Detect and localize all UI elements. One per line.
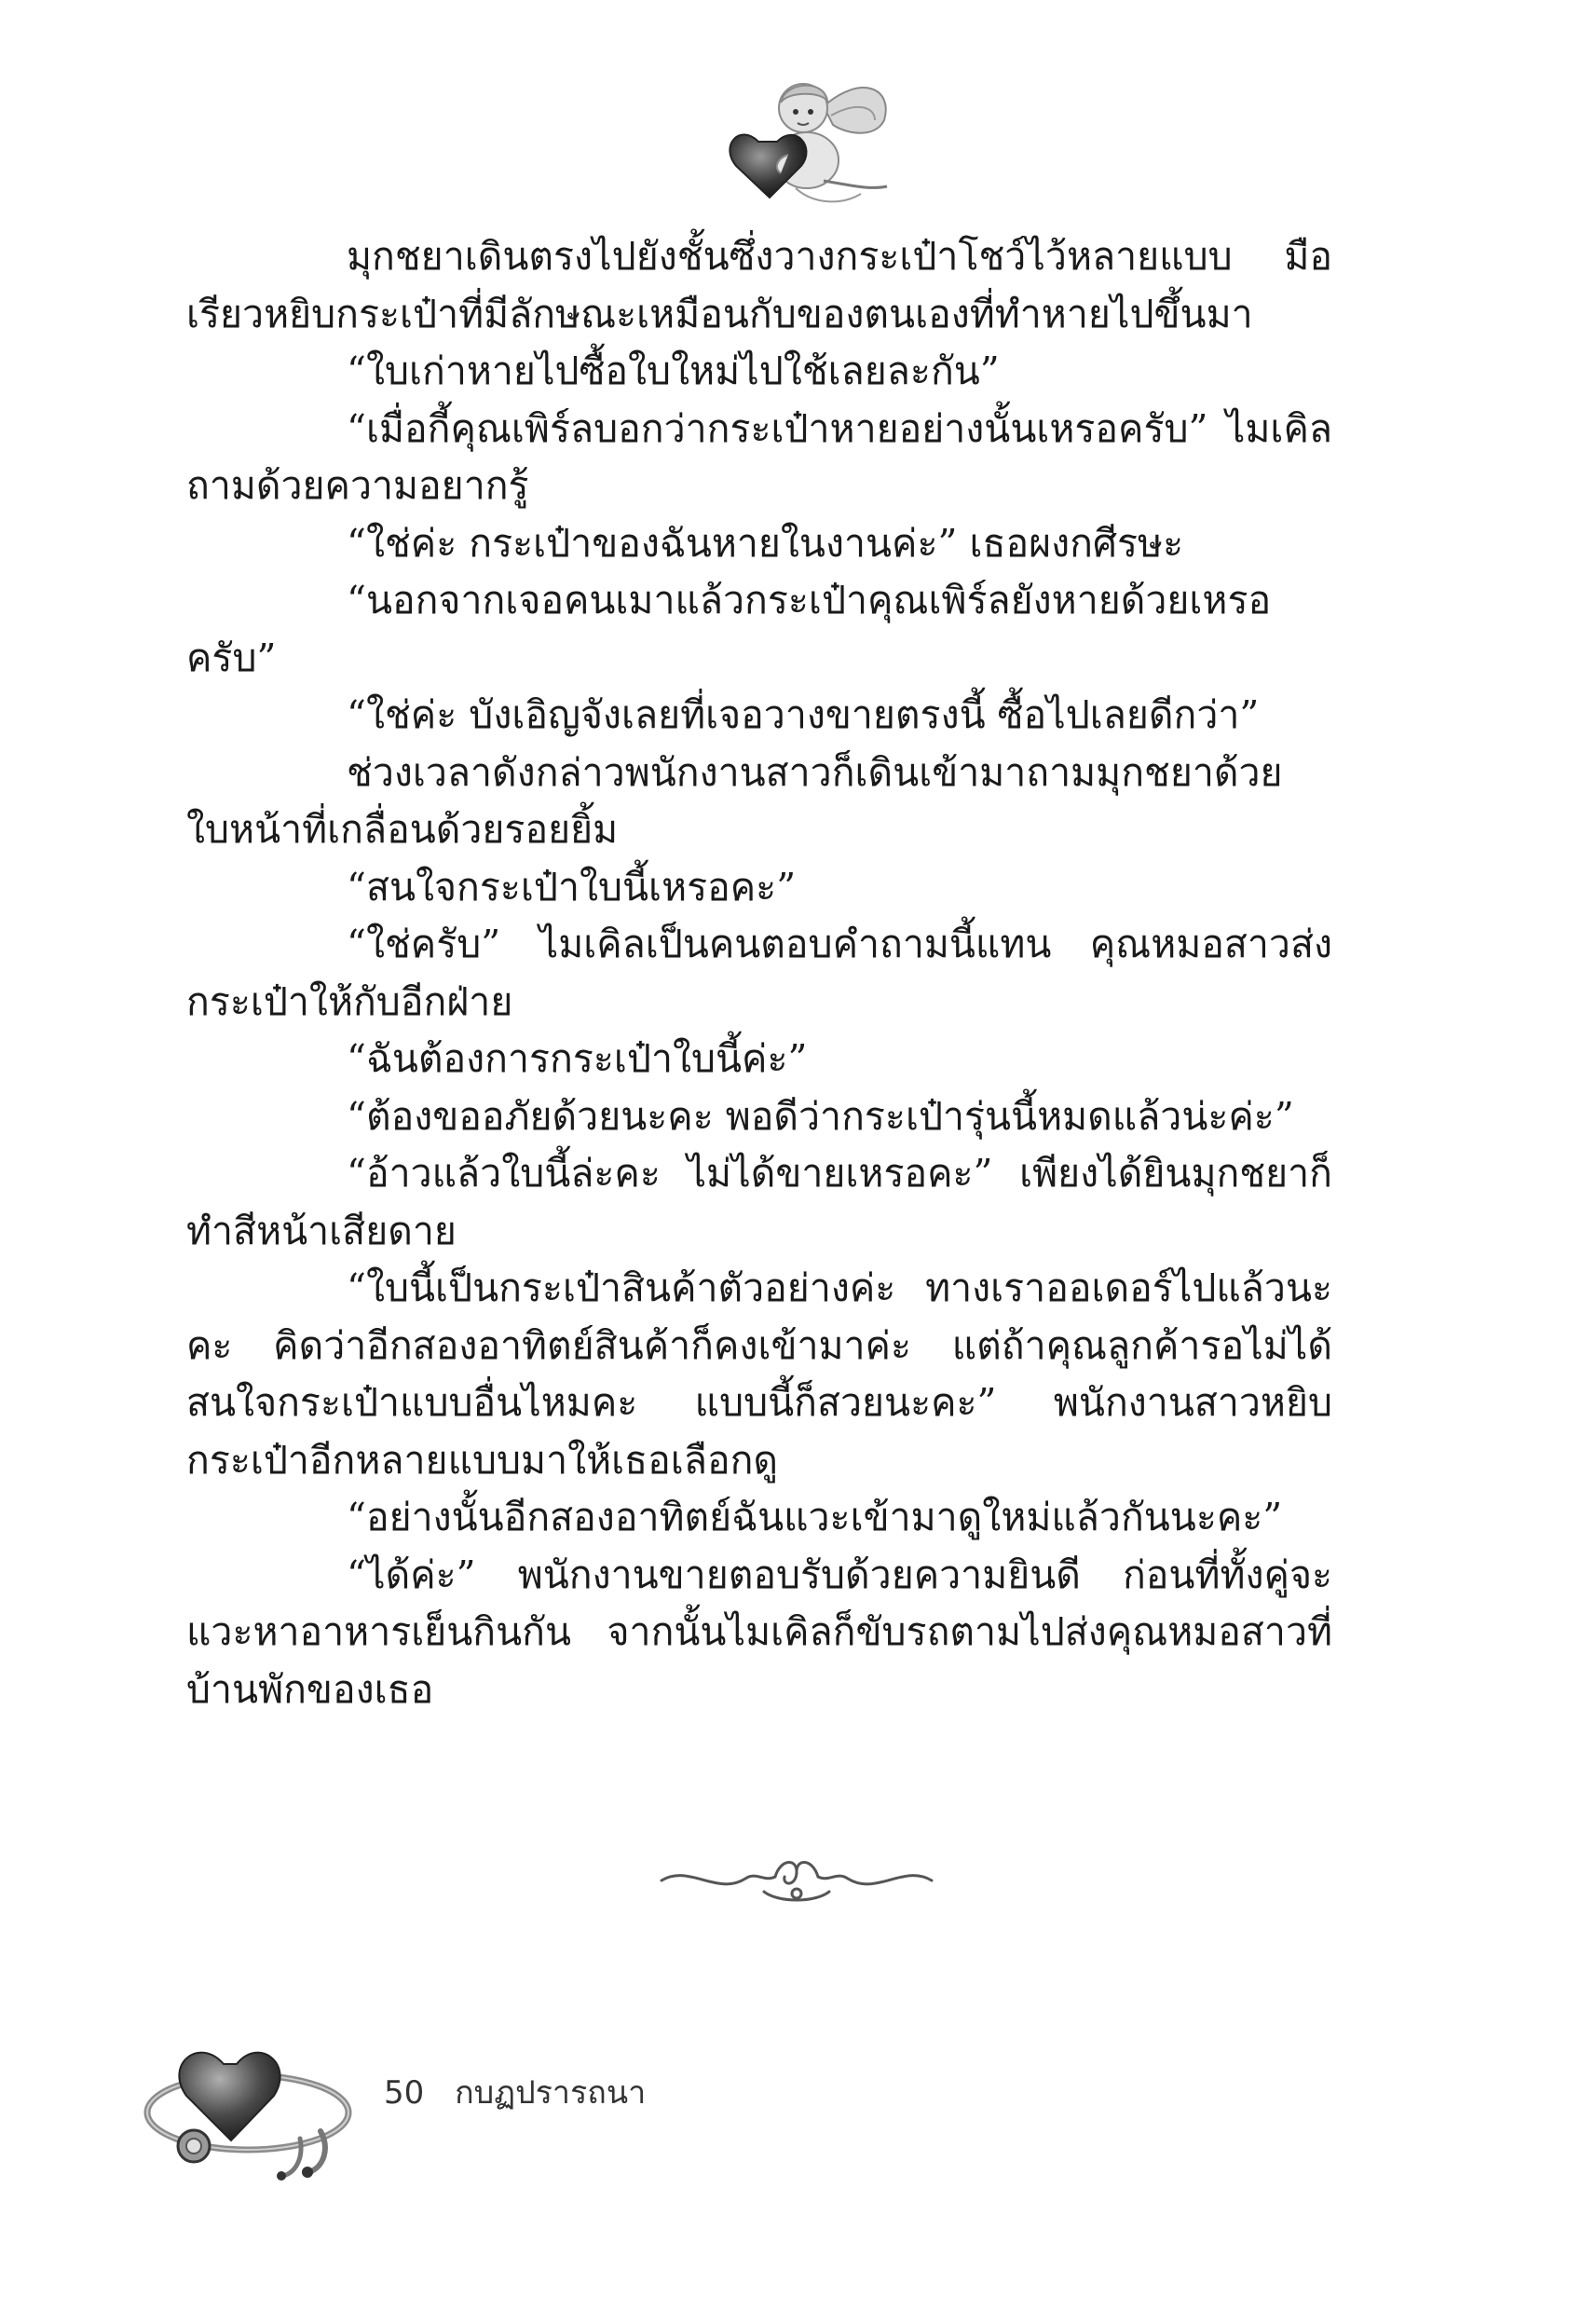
paragraph: “ใช่ค่ะ บังเอิญจังเลยที่เจอวางขายตรงนี้ ซื้อไปเลยดีกว่า”: [347, 692, 1260, 737]
paragraph: “ใช่ค่ะ กระเป๋าของฉันหายในงานค่ะ” เธอผงกศีรษะ: [347, 520, 1184, 566]
paragraph: “ใบนี้เป็นกระเป๋าสินค้าตัวอย่างค่ะ ทางเราออเดอร์ไปแล้วนะคะ คิดว่าอีกสองอาทิตย์สินค้าก็คงเข้ามาค่ะ แต่ถ้าคุณลูกค้ารอไม่ได้สนใจกระเป๋าแบบอื่นไหมคะ แบบนี้ก็สวยนะคะ” พนักงานสาวหยิบกระเป๋าอีกหลายแบบมาให้เธอเลือกดู: [186, 1265, 1332, 1483]
book-title: กบฏปรารถนา: [455, 2074, 647, 2112]
paragraph: “ใช่ครับ” ไมเคิลเป็นคนตอบคำถามนี้แทน คุณหมอสาวส่งกระเป๋าให้กับอีกฝ่าย: [186, 922, 1332, 1024]
paragraph: “ต้องขออภัยด้วยนะคะ พอดีว่ากระเป๋ารุ่นนี้หมดแล้วน่ะค่ะ”: [347, 1093, 1294, 1139]
page-number: 50: [384, 2074, 425, 2112]
paragraph: มุกชยาเดินตรงไปยังชั้นซึ่งวางกระเป๋าโชว์ไว้หลายแบบ มือเรียวหยิบกระเป๋าที่มีลักษณะเหมือนกับของตนเองที่ทำหายไปขึ้นมา: [186, 234, 1332, 336]
paragraph: “นอกจากเจอคนเมาแล้วกระเป๋าคุณเพิร์ลยังหายด้วยเหรอครับ”: [186, 578, 1272, 680]
chapter-text: [186, 228, 1332, 1718]
paragraph: “ได้ค่ะ” พนักงานขายตอบรับด้วยความยินดี ก่อนที่ทั้งคู่จะแวะหาอาหารเย็นกินกัน จากนั้นไมเคิลก็ขับรถตามไปส่งคุณหมอสาวที่บ้านพักของเธอ: [186, 1552, 1332, 1712]
paragraph: “ใบเก่าหายไปซื้อใบใหม่ไปใช้เลยละกัน”: [347, 349, 1000, 393]
paragraph: “ฉันต้องการกระเป๋าใบนี้ค่ะ”: [347, 1036, 808, 1081]
paragraph: “สนใจกระเป๋าใบนี้เหรอคะ”: [347, 864, 797, 909]
ornament-divider-icon: [652, 1845, 941, 1910]
paragraph: ช่วงเวลาดังกล่าวพนักงานสาวก็เดินเข้ามาถามมุกชยาด้วยใบหน้าที่เกลื่อนด้วยรอยยิ้ม: [186, 749, 1283, 852]
paragraph: “เมื่อกี้คุณเพิร์ลบอกว่ากระเป๋าหายอย่างนั้นเหรอครับ” ไมเคิลถามด้วยความอยากรู้: [186, 405, 1332, 508]
paragraph: “อย่างนั้นอีกสองอาทิตย์ฉันแวะเข้ามาดูใหม่แล้วกันนะคะ”: [347, 1495, 1283, 1539]
stethoscope-heart-icon: [138, 2027, 361, 2185]
cupid-heart-icon: [684, 69, 898, 209]
paragraph: “อ้าวแล้วใบนี้ล่ะคะ ไม่ได้ขายเหรอคะ” เพียงได้ยินมุกชยาก็ทำสีหน้าเสียดาย: [186, 1151, 1332, 1253]
page-footer: [384, 2067, 646, 2117]
